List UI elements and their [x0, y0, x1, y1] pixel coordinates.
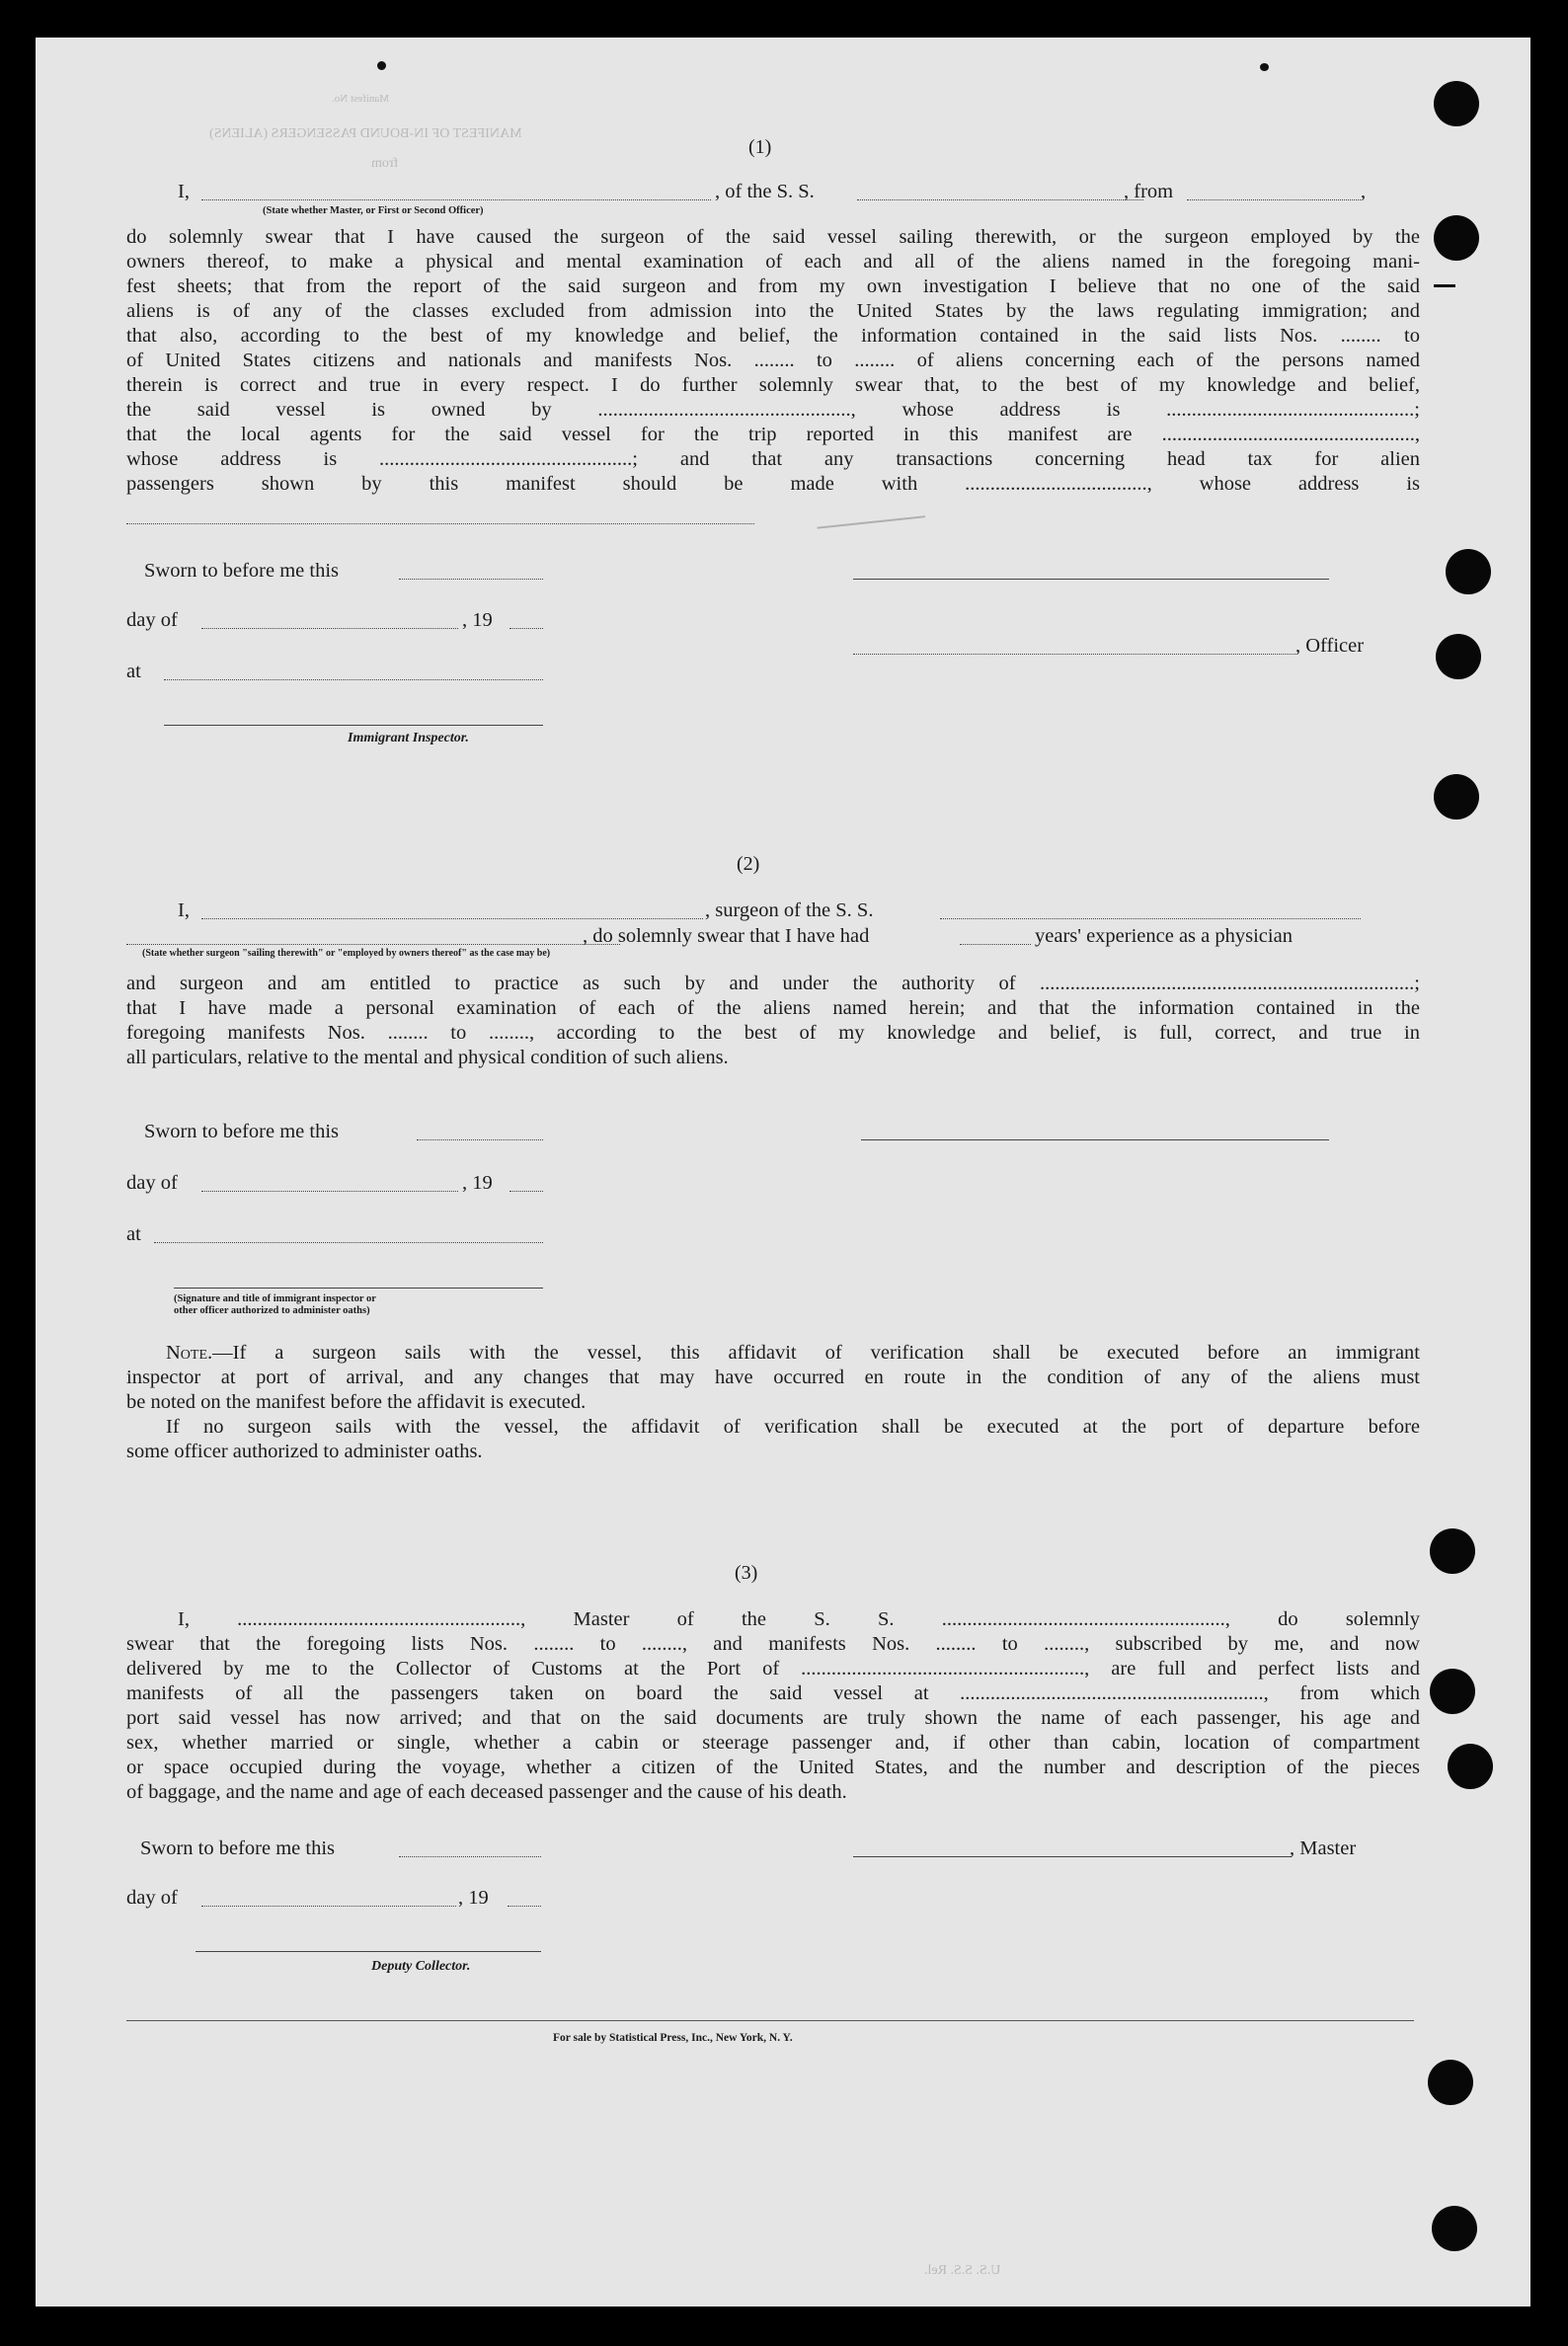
section1-of-ss: , of the S. S. — [715, 181, 815, 202]
section2-capacity-line — [126, 944, 620, 945]
section2-caption: (State whether surgeon "sailing therewith" or "employed by owners thereof" as the case may be) — [142, 948, 551, 959]
section1-officer: , Officer — [1295, 635, 1365, 657]
section2-swear: , do solemnly swear that I have had — [583, 925, 870, 947]
top-speck — [377, 61, 386, 70]
section1-sworn: Sworn to before me this — [144, 560, 339, 582]
section2-sworn: Sworn to before me this — [144, 1121, 339, 1142]
faint-bottom-text: U.S. S.S. Rel. — [924, 2263, 1001, 2278]
punch-hole — [1432, 2206, 1477, 2251]
section2-surgeon-of: , surgeon of the S. S. — [705, 899, 874, 921]
section3-paragraph: I, ........................................................, Master of the S. S. ........................................................, do solemnly swear that the foregoing lists Nos. ........ to ........, and manifests Nos. ........ to ........, subscribed by me, and now delivered by me to the Collector of Customs at the Port of ........................................................, are full and perfect lists and manifests of all the passengers taken on board the said vessel at ............................................................, from which port said vessel has now arrived; and that on the said documents are truly shown the name of each passenger, his age and sex, whether married or single, whether a cabin or steerage passenger and, if other than cabin, location of compartment or space occupied during the voyage, whether a citizen of the United States, and the number and description of the pieces of baggage, and the name and age of each deceased passenger and the cause of his death. — [126, 1608, 1420, 1803]
section1-at: at — [126, 661, 141, 682]
section1-from-line — [1187, 199, 1361, 200]
note-block: Note.—If a surgeon sails with the vessel, this affidavit of verification shall be executed before an immigrant inspector at port of arrival, and any changes that may have occurred en route in the condition of any of the aliens must be noted on the manifest before the affidavit is executed. If no surgeon sails with the vessel, the affidavit of verification shall be executed at the port of departure before some officer authorized to administer oaths. — [126, 1342, 1420, 1462]
faint-header-line2: from — [371, 156, 399, 171]
section1-sworn-line — [399, 579, 543, 580]
section1-caption: (State whether Master, or First or Second Officer) — [263, 205, 484, 216]
section3-19: , 19 — [458, 1887, 489, 1909]
punch-hole — [1448, 1744, 1493, 1789]
section2-paragraph: and surgeon and am entitled to practice as such by and under the authority of ..........................................................................; that I have made a personal examination of each of the aliens named herein; and that the information contained in the foregoing manifests Nos. ........ to ........, according to the best of my knowledge and belief, is full, correct, and true in all particulars, relative to the mental and physical condition of such aliens. — [126, 973, 1420, 1068]
section2-year-line — [510, 1191, 543, 1192]
punch-hole — [1430, 1528, 1475, 1574]
section3-day-of: day of — [126, 1887, 178, 1909]
section1-comma: , — [1361, 181, 1367, 202]
section3-master-line — [853, 1856, 1292, 1857]
section3-year-line — [508, 1906, 541, 1907]
section2-ship-line — [940, 918, 1361, 919]
section1-address-line — [126, 523, 754, 524]
punch-hole — [1434, 81, 1479, 126]
section1-officer-line — [201, 199, 711, 200]
punch-hole — [1430, 1669, 1475, 1714]
section2-sworn-line — [417, 1139, 543, 1140]
section1-from: , from — [1124, 181, 1174, 202]
section1-day-of: day of — [126, 609, 178, 631]
section1-officer-sig-line — [853, 654, 1295, 655]
footer-printer: For sale by Statistical Press, Inc., New York, N. Y. — [553, 2032, 793, 2044]
section2-sig-caption-1: (Signature and title of immigrant inspector or — [174, 1293, 376, 1304]
punch-hole — [1428, 2060, 1473, 2105]
section2-number: (2) — [737, 853, 760, 875]
section2-at: at — [126, 1223, 141, 1245]
top-speck — [1260, 63, 1269, 71]
section1-ship-line — [857, 199, 1143, 200]
section1-i: I, — [178, 181, 190, 202]
section2-day-line — [201, 1191, 458, 1192]
section3-number: (3) — [735, 1562, 758, 1584]
section2-surgeon-line — [201, 918, 703, 919]
faint-header-stamp: Manifest No. — [332, 93, 390, 105]
section1-19: , 19 — [462, 609, 493, 631]
punch-hole — [1434, 774, 1479, 820]
section2-day-of: day of — [126, 1172, 178, 1194]
section2-sig-caption-2: other officer authorized to administer oaths) — [174, 1305, 370, 1316]
section3-master: , Master — [1290, 1838, 1357, 1859]
section3-day-line — [201, 1906, 456, 1907]
section3-sworn: Sworn to before me this — [140, 1838, 335, 1859]
section3-collector: Deputy Collector. — [371, 1959, 471, 1974]
section2-inspector-line — [174, 1288, 543, 1289]
section1-paragraph: do solemnly swear that I have caused the surgeon of the said vessel sailing therewith, or the surgeon employed by the owners thereof, to make a physical and mental examination of each and all of the aliens named in the foregoing mani- fest sheets; that from the report of the said surgeon and from my own investigation I believe that no one of the said aliens is of any of the classes excluded from admission into the United States by the laws regulating immigration; and that also, according to the best of my knowledge and belief, the information contained in the said lists Nos. ........ to of United States citizens and nationals and manifests Nos. ........ to ........ of aliens concerning each of the persons named therein is correct and true in every respect. I do further solemnly swear that, to the best of my knowledge and belief, the said vessel is owned by .................................................., whose address is .................................................; that the local agents for the said vessel for the trip reported in this manifest are .................................................., whose address is ..................................................; and that any transactions concerning head tax for alien passengers shown by this manifest should be made with ...................................., whose address is — [126, 226, 1420, 495]
note-label: Note. — [166, 1342, 213, 1364]
punch-hole — [1446, 549, 1491, 594]
faint-header-line1: MANIFEST OF IN-BOUND PASSENGERS (ALIENS) — [209, 126, 522, 141]
punch-hole — [1436, 634, 1481, 679]
section1-signature-line — [853, 579, 1329, 580]
punch-hole — [1434, 215, 1479, 261]
form-sheet — [36, 38, 1530, 2307]
section3-sworn-line — [399, 1856, 541, 1857]
section3-collector-line — [196, 1951, 541, 1952]
section2-signature-line — [861, 1139, 1329, 1140]
section2-years-line — [960, 944, 1031, 945]
section2-19: , 19 — [462, 1172, 493, 1194]
section1-inspector-line — [164, 725, 543, 726]
section1-at-line — [164, 679, 543, 680]
section1-year-line — [510, 628, 543, 629]
section1-number: (1) — [748, 136, 772, 158]
section2-years: years' experience as a physician — [1035, 925, 1293, 947]
section2-at-line — [154, 1242, 543, 1243]
edge-mark — [1434, 284, 1455, 287]
section1-inspector: Immigrant Inspector. — [348, 731, 469, 745]
section1-day-line — [201, 628, 458, 629]
section2-i: I, — [178, 899, 190, 921]
footer-rule — [126, 2020, 1414, 2021]
handwritten-scribble — [815, 492, 925, 528]
